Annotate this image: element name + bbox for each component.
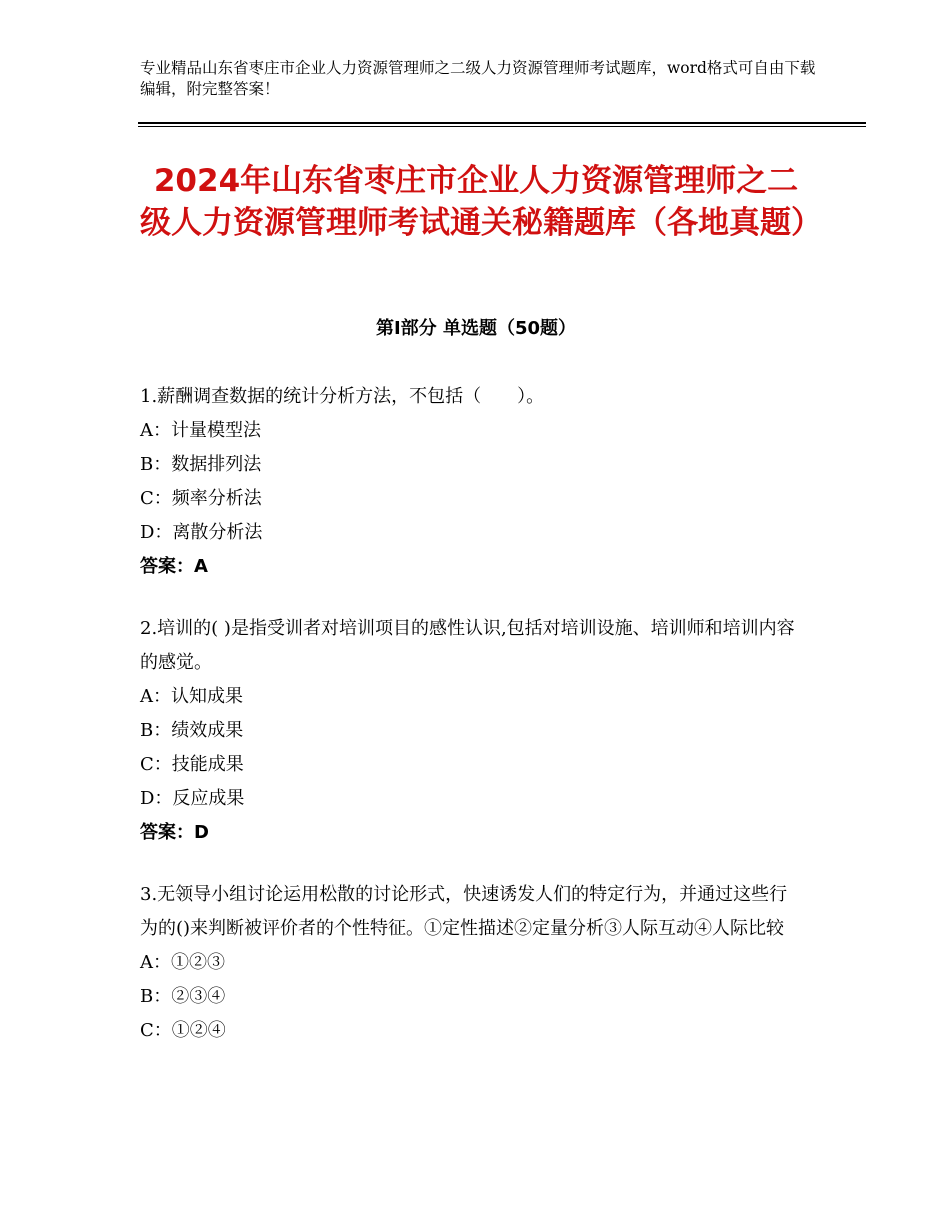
option-c: C：频率分析法 bbox=[140, 488, 262, 509]
header-note: 专业精品山东省枣庄市企业人力资源管理师之二级人力资源管理师考试题库，word格式可自由下载编辑，附完整答案！ bbox=[140, 59, 816, 98]
option-b: B：绩效成果 bbox=[140, 720, 244, 741]
question-2 bbox=[140, 612, 800, 850]
answer: 答案：A bbox=[140, 556, 208, 577]
option-b: B：数据排列法 bbox=[140, 454, 262, 475]
answer: 答案：D bbox=[140, 822, 209, 843]
option-d: D：离散分析法 bbox=[140, 522, 263, 543]
question-3 bbox=[140, 878, 800, 1048]
option-b: B：②③④ bbox=[140, 986, 226, 1007]
header-rule-thick bbox=[138, 122, 866, 124]
document-title: 2024年山东省枣庄市企业人力资源管理师之二级人力资源管理师考试通关秘籍题库（各地真题） bbox=[140, 163, 822, 241]
option-a: A：认知成果 bbox=[140, 686, 243, 707]
header-rule-thin bbox=[138, 126, 866, 127]
option-c: C：技能成果 bbox=[140, 754, 244, 775]
section-title: 第Ⅰ部分 单选题（50题） bbox=[375, 318, 576, 339]
option-a: A：计量模型法 bbox=[140, 420, 261, 441]
question-list bbox=[140, 380, 800, 1076]
question-stem: 2.培训的( )是指受训者对培训项目的感性认识,包括对培训设施、培训师和培训内容的感觉。 bbox=[140, 618, 795, 673]
option-c: C：①②④ bbox=[140, 1020, 226, 1041]
question-1 bbox=[140, 380, 800, 584]
question-stem: 1.薪酬调查数据的统计分析方法，不包括（ ）。 bbox=[140, 386, 545, 407]
option-a: A：①②③ bbox=[140, 952, 225, 973]
option-d: D：反应成果 bbox=[140, 788, 245, 809]
question-stem: 3.无领导小组讨论运用松散的讨论形式，快速诱发人们的特定行为，并通过这些行为的()来判断被评价者的个性特征。①定性描述②定量分析③人际互动④人际比较 bbox=[140, 884, 788, 939]
